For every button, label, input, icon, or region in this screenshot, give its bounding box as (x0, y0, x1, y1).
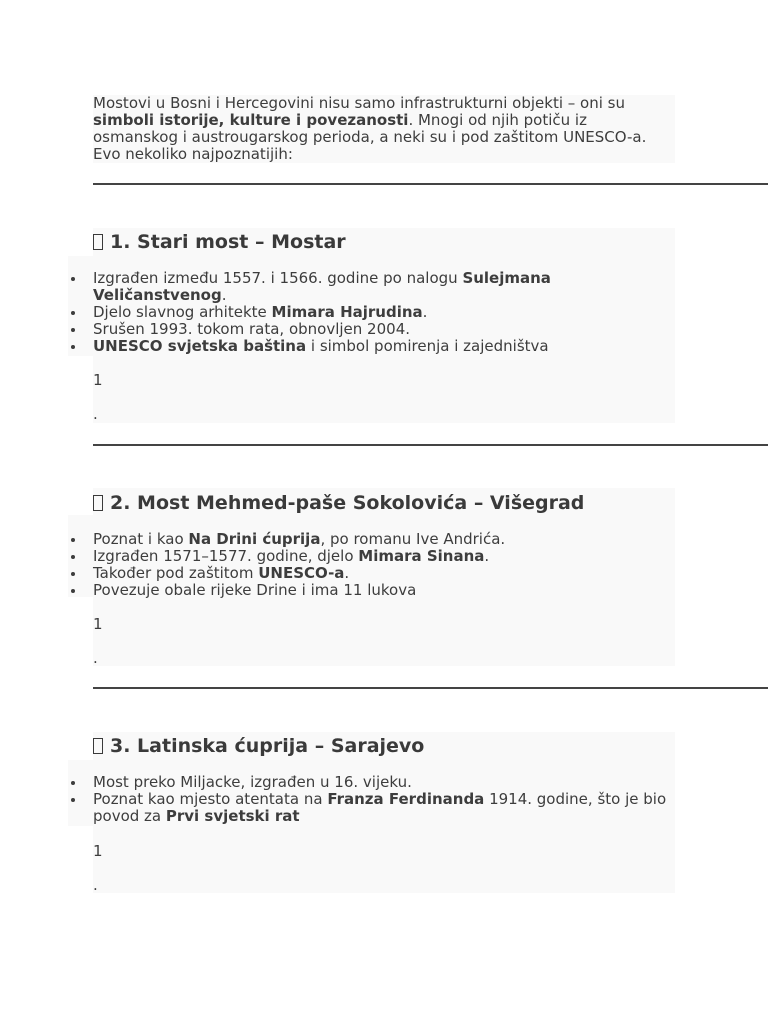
item-text: Djelo slavnog arhitekte (93, 303, 272, 321)
list-item (68, 582, 675, 599)
item-text: . (484, 547, 490, 565)
bullet-icon (71, 555, 75, 559)
item-text: Izgrađen između 1557. i 1566. godine po nalogu (93, 269, 463, 287)
list-item (68, 791, 675, 825)
item-bold: Mimara Hajrudina (271, 303, 423, 321)
bullet-list (68, 531, 675, 599)
item-text: Srušen 1993. tokom rata, obnovljen 2004. (93, 320, 410, 338)
bullet-icon (71, 345, 75, 349)
list-item (68, 321, 675, 338)
stray-number: 1 (93, 842, 103, 860)
divider (93, 444, 768, 446)
bullet-list (68, 270, 675, 355)
item-text: 1914. godine, što je bio povod za (93, 790, 667, 825)
bullet-icon (71, 589, 75, 593)
item-bold: Mimara Sinana (358, 547, 485, 565)
missing-glyph-icon (93, 738, 103, 754)
item-bold: Franza Ferdinanda (327, 790, 485, 808)
item-bold: Na Drini ćuprija (188, 530, 321, 548)
list-item (68, 270, 675, 304)
item-text: Izgrađen 1571–1577. godine, djelo (93, 547, 359, 565)
bullet-icon (71, 572, 75, 576)
item-text: Poznat i kao (93, 530, 189, 548)
bullet-icon (71, 328, 75, 332)
stray-period: . (93, 405, 98, 423)
stray-period: . (93, 649, 98, 667)
stray-number: 1 (93, 615, 103, 633)
item-bold: Sulejmana Veličanstvenog (93, 269, 551, 304)
item-text: , po romanu Ive Andrića. (320, 530, 506, 548)
bullet-list (68, 774, 675, 825)
bullet-icon (71, 781, 75, 785)
list-item (68, 338, 675, 355)
section-heading-text: 1. Stari most – Mostar (110, 231, 346, 253)
bullet-icon (71, 538, 75, 542)
item-text: Most preko Miljacke, izgrađen u 16. vijeku. (93, 773, 412, 791)
list-item (68, 531, 675, 548)
section-heading (93, 231, 346, 253)
stray-number: 1 (93, 371, 103, 389)
section-heading (93, 492, 584, 514)
item-text: Poznat kao mjesto atentata na (93, 790, 328, 808)
stray-period: . (93, 876, 98, 894)
item-text: . (344, 564, 350, 582)
item-text: i simbol pomirenja i zajedništva (306, 337, 549, 355)
list-item (68, 565, 675, 582)
section-heading-text: 3. Latinska ćuprija – Sarajevo (110, 735, 425, 757)
list-item (68, 774, 675, 791)
item-text: Također pod zaštitom (93, 564, 259, 582)
missing-glyph-icon (93, 234, 103, 250)
divider (93, 687, 768, 689)
section-heading-text: 2. Most Mehmed-paše Sokolovića – Višegrad (110, 492, 585, 514)
bullet-icon (71, 277, 75, 281)
intro-paragraph (93, 95, 673, 163)
missing-glyph-icon (93, 495, 103, 511)
intro-bold: simboli istorije, kulture i povezanosti (93, 111, 409, 129)
list-item (68, 304, 675, 321)
section-heading (93, 735, 424, 757)
item-text: . (422, 303, 428, 321)
item-bold: UNESCO-a (258, 564, 345, 582)
divider (93, 183, 768, 185)
list-item (68, 548, 675, 565)
intro-text: Mostovi u Bosni i Hercegovini nisu samo infrastrukturni objekti – oni su (93, 94, 625, 112)
item-text: Povezuje obale rijeke Drine i ima 11 lukova (93, 581, 417, 599)
intro-text: . Mnogi od njih potiču iz osmanskog i austrougarskog perioda, a neki su i pod zaštitom UNESCO-a. Evo nekoliko najpoznatijih: (93, 111, 647, 163)
bullet-icon (71, 311, 75, 315)
item-text: . (221, 286, 227, 304)
item-bold: UNESCO svjetska baština (93, 337, 307, 355)
item-bold: Prvi svjetski rat (165, 807, 300, 825)
bullet-icon (71, 798, 75, 802)
